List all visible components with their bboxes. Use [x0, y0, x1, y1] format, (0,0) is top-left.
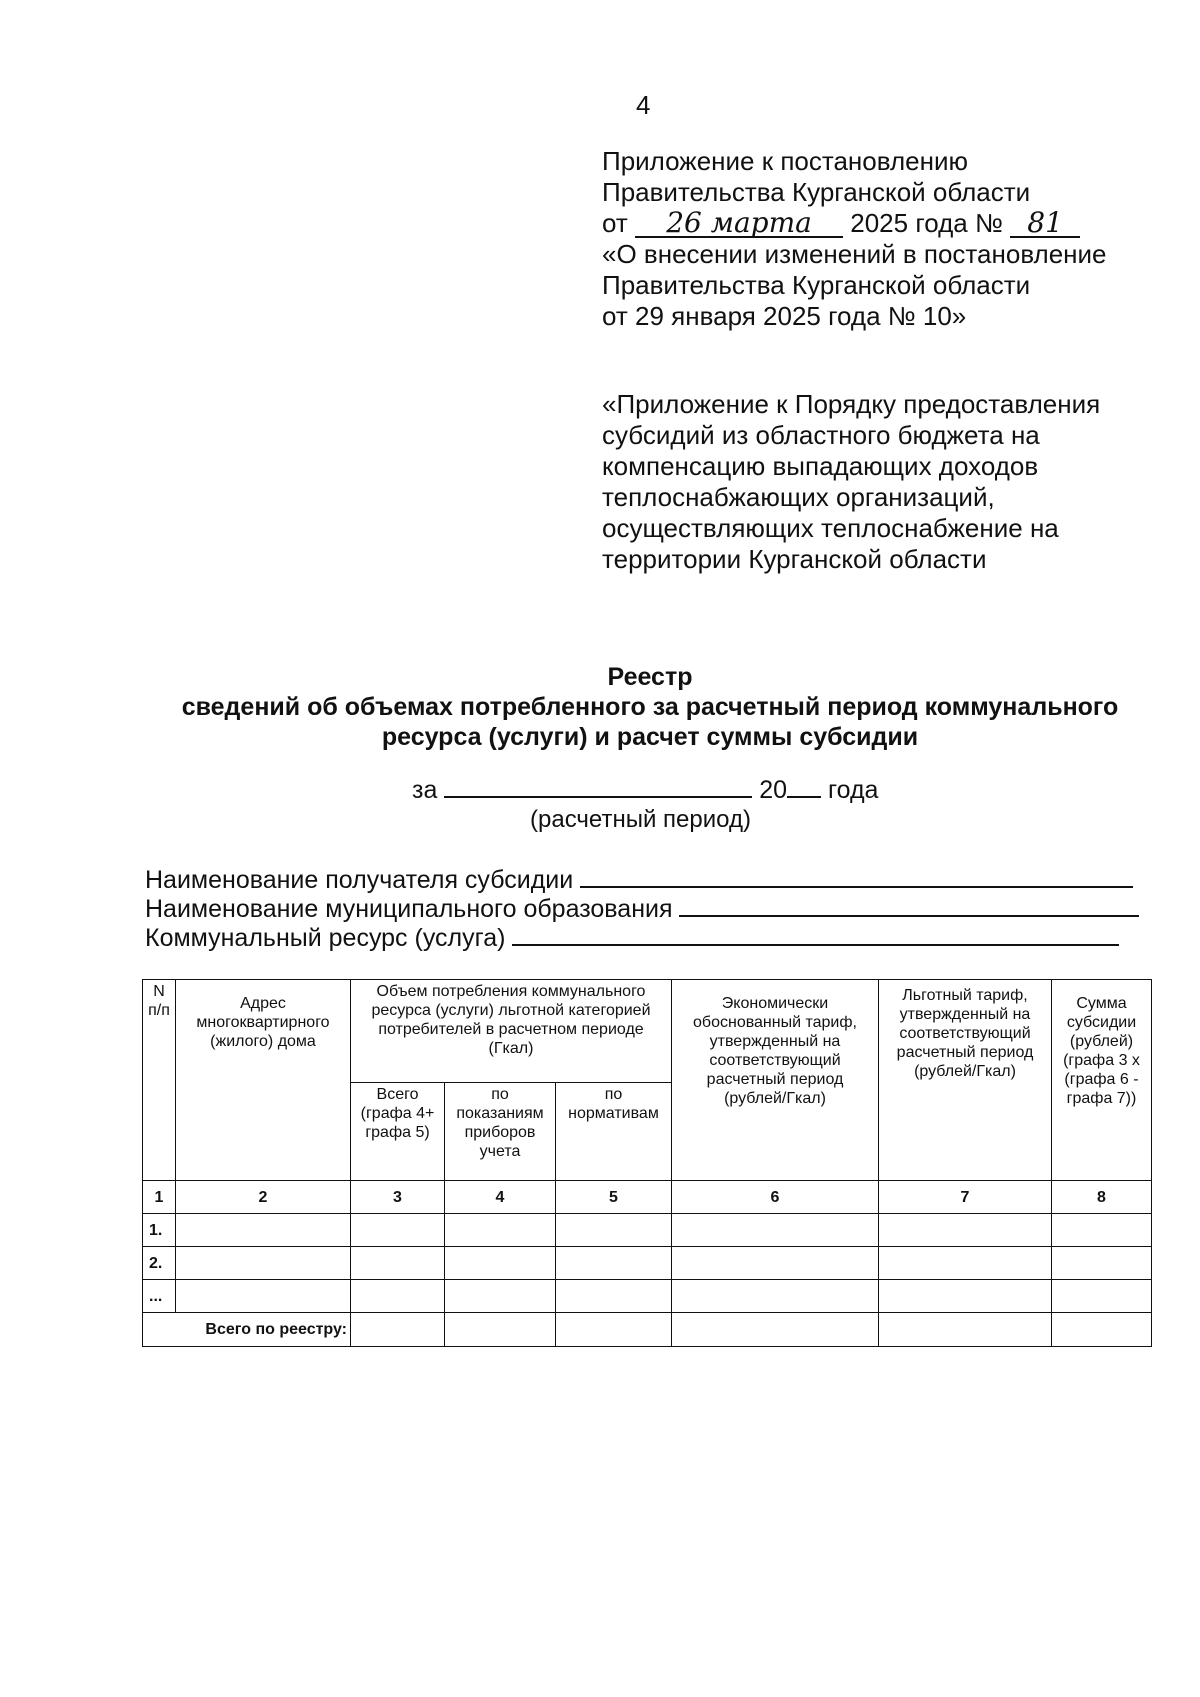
header-consumption-group: Объем потребления коммунального ресурса (услуги) льготной категорией потребителей в расчетном периоде (Гкал) [351, 980, 672, 1083]
period-line [412, 776, 878, 805]
table-cell [445, 1247, 556, 1280]
header-subsidy-amount: Сумма субсидии (рублей) (графа 3 x (графа 6 - графа 7)) [1052, 980, 1152, 1181]
table-row [143, 1247, 1152, 1280]
order-appendix-line: осуществляющих теплоснабжение на [602, 513, 1059, 543]
registry-table [142, 979, 1152, 1347]
total-label: Всего по реестру: [143, 1313, 351, 1347]
period-prefix: за [412, 776, 438, 804]
table-cell [879, 1214, 1052, 1247]
table-cell [445, 1313, 556, 1347]
period-suffix: года [828, 776, 879, 804]
table-cell [556, 1214, 672, 1247]
table-cell [445, 1214, 556, 1247]
period-year-prefix: 20 [759, 776, 788, 804]
resource-blank [512, 924, 1119, 946]
order-appendix-line: компенсацию выпадающих доходов [602, 451, 1039, 481]
table-cell [1052, 1280, 1152, 1313]
table-cell [1052, 1214, 1152, 1247]
order-appendix-line: теплоснабжающих организаций, [602, 482, 995, 512]
order-appendix-line: «Приложение к Порядку предоставления [602, 389, 1101, 419]
header-total-consumption: Всего (графа 4+ графа 5) [351, 1083, 445, 1181]
municipality-field [145, 895, 1139, 924]
table-cell [351, 1214, 445, 1247]
resource-label: Коммунальный ресурс (услуга) [145, 924, 506, 952]
row-number: 1. [143, 1214, 176, 1247]
table-cell [672, 1247, 879, 1280]
appendix-date-line [602, 208, 1162, 239]
appendix-line-1: Приложение к постановлению [602, 146, 968, 176]
municipality-blank [679, 895, 1139, 917]
column-number: 1 [143, 1181, 176, 1214]
page-number: 4 [636, 90, 651, 120]
table-cell [176, 1280, 351, 1313]
total-row [143, 1313, 1152, 1347]
column-numbers-row [143, 1181, 1152, 1214]
table-cell [176, 1214, 351, 1247]
table-row [143, 1214, 1152, 1247]
table-cell [672, 1280, 879, 1313]
appendix-line-6: от 29 января 2025 года № 10» [602, 301, 967, 331]
recipient-field [145, 866, 1139, 895]
table-cell [351, 1247, 445, 1280]
row-number: ... [143, 1280, 176, 1313]
table-cell [879, 1247, 1052, 1280]
appendix-line-5: Правительства Курганской области [602, 270, 1031, 300]
table-cell [556, 1280, 672, 1313]
year-text: 2025 года № [850, 208, 1003, 238]
form-fields [145, 866, 1139, 953]
table-cell [879, 1313, 1052, 1347]
title-line-2: сведений об объемах потребленного за расчетный период коммунального [181, 693, 1119, 721]
table-cell [672, 1214, 879, 1247]
appendix-block [602, 146, 1162, 332]
period-year-blank [787, 776, 821, 798]
appendix-line-2: Правительства Курганской области [602, 177, 1031, 207]
table-cell [351, 1280, 445, 1313]
period-caption: (расчетный период) [530, 806, 751, 833]
header-norms: по нормативам [556, 1083, 672, 1181]
table-cell [879, 1280, 1052, 1313]
resource-field [145, 924, 1139, 953]
period-blank [444, 776, 752, 798]
column-number: 6 [672, 1181, 879, 1214]
column-number: 5 [556, 1181, 672, 1214]
date-prefix: от [602, 208, 628, 238]
column-number: 3 [351, 1181, 445, 1214]
recipient-blank [580, 866, 1133, 888]
header-preferential-tariff: Льготный тариф, утвержденный на соответствующий расчетный период (рублей/Гкал) [879, 980, 1052, 1181]
column-number: 2 [176, 1181, 351, 1214]
header-economic-tariff: Экономически обоснованный тариф, утвержденный на соответствующий расчетный период (рублей/Гкал) [672, 980, 879, 1181]
header-address: Адрес многоквартирного (жилого) дома [176, 980, 351, 1181]
table-cell [176, 1247, 351, 1280]
table-cell [672, 1313, 879, 1347]
table-cell [556, 1247, 672, 1280]
municipality-label: Наименование муниципального образования [145, 895, 673, 923]
document-title [100, 662, 1200, 752]
table-cell [445, 1280, 556, 1313]
appendix-line-4: «О внесении изменений в постановление [602, 239, 1107, 269]
title-line-3: ресурса (услуги) и расчет суммы субсидии [381, 723, 919, 751]
table-cell [351, 1313, 445, 1347]
column-number: 4 [445, 1181, 556, 1214]
order-appendix-block [602, 389, 1162, 575]
title-line-1: Реестр [607, 663, 693, 691]
header-number: N п/п [143, 980, 176, 1181]
table-cell [1052, 1313, 1152, 1347]
column-number: 8 [1052, 1181, 1152, 1214]
table-cell [1052, 1247, 1152, 1280]
column-number: 7 [879, 1181, 1052, 1214]
order-appendix-line: субсидий из областного бюджета на [602, 420, 1040, 450]
handwritten-date: 26 марта [635, 210, 843, 238]
handwritten-number: 81 [1010, 210, 1080, 238]
order-appendix-line: территории Курганской области [602, 544, 987, 574]
recipient-label: Наименование получателя субсидии [145, 866, 574, 894]
header-meter-readings: по показаниям приборов учета [445, 1083, 556, 1181]
table-cell [556, 1313, 672, 1347]
row-number: 2. [143, 1247, 176, 1280]
table-row [143, 1280, 1152, 1313]
